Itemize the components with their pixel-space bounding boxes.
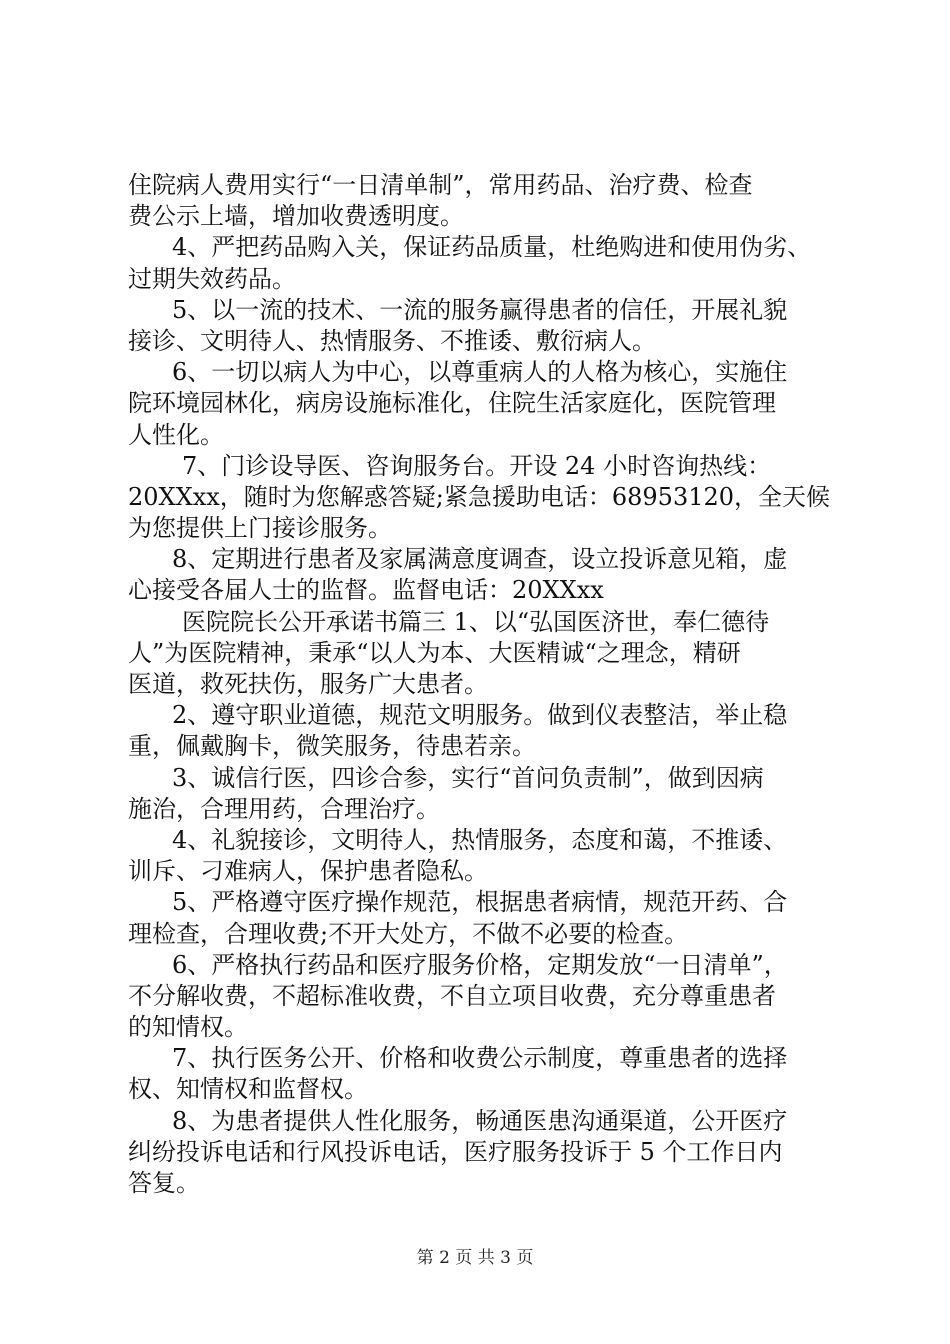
text-line: 答复。 — [128, 1169, 200, 1197]
text-line: 20XXxx，随时为您解惑答疑;紧急援助电话：68953120，全天候 — [128, 482, 831, 511]
text-line: 院环境园林化，病房设施标准化，住院生活家庭化，医院管理 — [128, 389, 776, 418]
text-line: 的知情权。 — [128, 1013, 248, 1042]
text-line: 人性化。 — [128, 420, 224, 449]
text-line: 5、以一流的技术、一流的服务赢得患者的信任，开展礼貌 — [172, 295, 788, 324]
text-line: 心接受各届人士的监督。监督电话：20XXxx — [128, 576, 604, 605]
text-line: 8、为患者提供人性化服务，畅通医患沟通渠道，公开医疗 — [172, 1106, 788, 1135]
text-line: 施治，合理用药，合理治疗。 — [128, 794, 440, 823]
text-line: 4、严把药品购入关，保证药品质量，杜绝购进和使用伪劣、 — [172, 233, 812, 262]
text-line: 2、遵守职业道德，规范文明服务。做到仪表整洁，举止稳 — [172, 701, 788, 730]
page-footer: 第 2 页 共 3 页 — [416, 1248, 534, 1268]
text-line: 纠纷投诉电话和行风投诉电话，医疗服务投诉于 5 个工作日内 — [128, 1137, 783, 1166]
text-line: 人”为医院精神，秉承“以人为本、大医精诚“之理念，精研 — [128, 638, 741, 667]
text-line: 8、定期进行患者及家属满意度调查，设立投诉意见箱，虚 — [172, 545, 788, 574]
text-line: 3、诚信行医，四诊合参，实行“首问负责制”，做到因病 — [172, 763, 764, 792]
text-line: 7、门诊设导医、咨询服务台。开设 24 小时咨询热线： — [182, 451, 772, 480]
text-line: 6、一切以病人为中心，以尊重病人的人格为核心，实施住 — [172, 358, 788, 387]
text-line: 7、执行医务公开、价格和收费公示制度，尊重患者的选择 — [172, 1044, 788, 1073]
text-line: 不分解收费，不超标准收费，不自立项目收费，充分尊重患者 — [128, 981, 776, 1010]
text-line: 5、严格遵守医疗操作规范，根据患者病情，规范开药、合 — [172, 888, 788, 917]
text-line: 医道，救死扶伤，服务广大患者。 — [128, 670, 488, 698]
text-line: 6、严格执行药品和医疗服务价格，定期发放“一日清单”， — [172, 950, 788, 979]
text-line: 费公示上墙，增加收费透明度。 — [128, 202, 464, 231]
text-line: 理检查，合理收费;不开大处方，不做不必要的检查。 — [128, 919, 689, 948]
text-line: 为您提供上门接诊服务。 — [128, 514, 392, 543]
text-line: 医院院长公开承诺书篇三 1、以“弘国医济世，奉仁德待 — [182, 607, 770, 636]
text-line: 过期失效药品。 — [128, 264, 296, 293]
text-line: 重，佩戴胸卡，微笑服务，待患若亲。 — [128, 732, 536, 761]
document-body — [128, 170, 831, 1199]
text-line: 权、知情权和监督权。 — [128, 1075, 368, 1104]
text-line: 接诊、文明待人、热情服务、不推诿、敷衍病人。 — [128, 326, 656, 355]
text-line: 训斥、刁难病人，保护患者隐私。 — [128, 857, 488, 886]
text-line: 住院病人费用实行“一日清单制”，常用药品、治疗费、检查 — [128, 171, 753, 199]
text-line: 4、礼貌接诊，文明待人，热情服务，态度和蔼，不推诿、 — [172, 825, 788, 854]
